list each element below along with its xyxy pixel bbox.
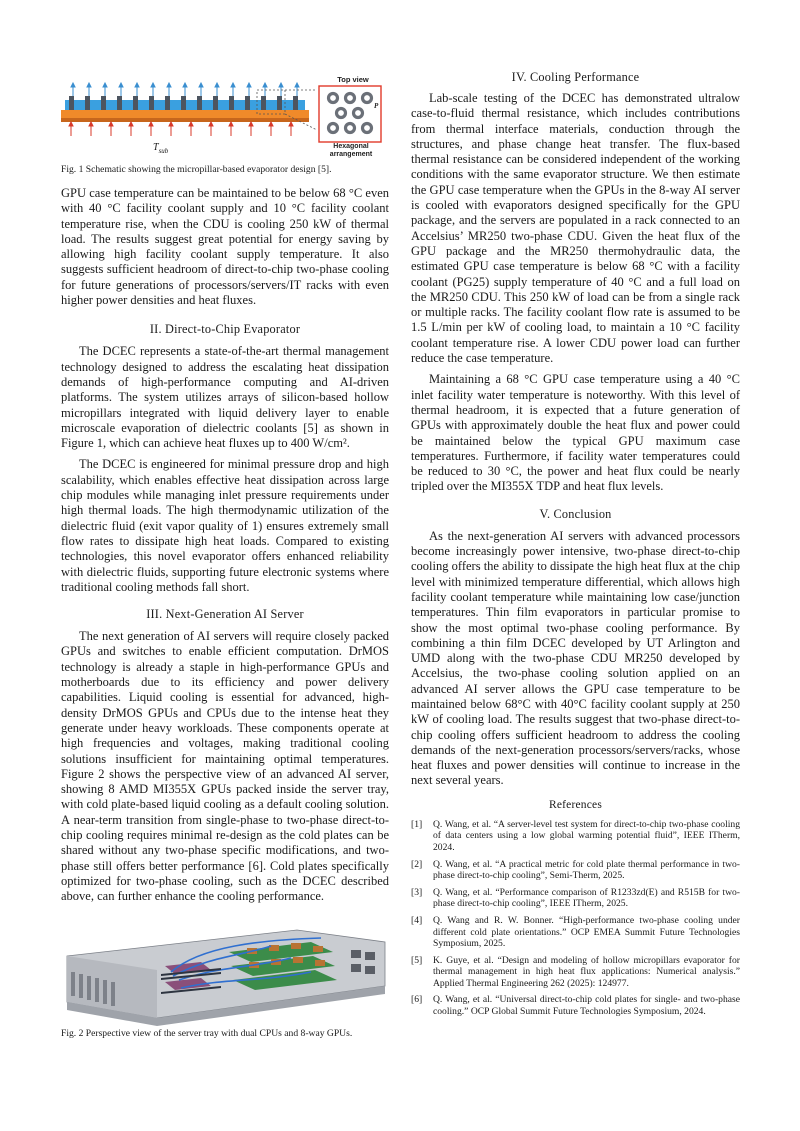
tsub-label: $T_{sub}$ [153, 142, 169, 155]
intro-paragraph: GPU case temperature can be maintained to be below 68 °C even with 40 °C facility coolant supply and 10 °C facility coolant temperature rise, when the CDU is cooling 250 kW of thermal load. The results suggest great potential for energy saving by allowing high facility coolant supply temperature. It also suggests sufficient headroom of direct-to-chip two-phase cooling for future generations of processors/servers/IT racks with even higher power densities and heat fluxes. [61, 186, 389, 308]
section-2-paragraph-1: The DCEC represents a state-of-the-art thermal management technology designed to address the escalating heat dissipation demands of high-performance computing and AI-driven platforms. The system utilizes arrays of silicon-based hollow micropillars integrated with liquid delivery layer to enable microscale evaporation of dielectric coolants [5] as shown in Figure 1, which can achieve heat fluxes up to 400 W/cm². [61, 344, 389, 451]
section-5-heading: V. Conclusion [539, 506, 612, 521]
micropillar-schematic [61, 70, 389, 162]
figure-1 [61, 70, 389, 162]
reference-item: [4] Q. Wang and R. W. Bonner. “High-performance two-phase cooling under different cold plate orientations.” OCP EMEA Summit Future Technologies Symposium, 2025. [411, 914, 740, 950]
section-3-heading: III. Next-Generation AI Server [146, 607, 304, 622]
reference-item: [2] Q. Wang, et al. “A practical metric for cold plate thermal performance in two-phase direct-to-chip cooling”, Semi-Therm, 2025. [411, 858, 740, 882]
hexagonal-arrangement-label: Hexagonal arrangement [329, 143, 373, 158]
reference-item: [1] Q. Wang, et al. “A server-level test system for direct-to-chip two-phase cooling of data centers using a low global warming potential fluid”, IEEE ITherm, 2024. [411, 818, 740, 853]
top-view-label: Top view [337, 75, 369, 84]
section-4-paragraph-2: Maintaining a 68 °C GPU case temperature using a 40 °C inlet facility water temperature is noteworthy. With this level of thermal headroom, it is expected that a future generation of GPUs with approximately double the heat flux and power could be maintained below the typical GPU maximum case temperatures. Furthermore, if facility water temperatures could be reduced to 30 °C, the power and heat flux could be nearly tripled over the MI355X TDP and heat flux levels. [411, 372, 740, 494]
pitch-label: P [374, 102, 379, 110]
server-tray-rendering [61, 916, 389, 1026]
section-4-paragraph-1: Lab-scale testing of the DCEC has demonstrated ultralow case-to-fluid thermal resistance, which includes contributions from thermal interface materials, conduction through the structures, and phase change heat transfer. The flux-based thermal resistance can be considered independent of the working conditions with the same evaporator structure. We then estimate the GPU case temperature when the GPUs in the 8-way AI server is cooled with evaporators designed specifically for the GPU package, and the servers are populated in a rack connected to an Accelsius’ MR250 two-phase CDU. Given the heat flux of the GPU package and the MR250 thermohydraulic data, the estimated GPU case temperature is below 68 °C with a facility coolant (PG25) supply temperature of 40 °C and a full load on the MR250 CDU. This 250 kW of load can be from a single rack or multiple racks. The facility coolant flow rate is assumed to be 1.5 L/min per kW of cooling load, to maintain a 10 °C facility coolant temperature rise. A lower CDU power load can further reduce the case temperature. [411, 91, 740, 366]
section-3-paragraph-1: The next generation of AI servers will require closely packed GPUs and switches to enable efficient computation. DrMOS technology is already a staple in high-performance GPUs and motherboards due to its efficiency and power delivery capabilities. Liquid cooling is essential for advanced, high-density DrMOS GPUs and CPUs due to the intense heat they generate under heavy workloads. These components operate at high frequencies and voltages, making traditional cooling solutions insufficient for maintaining optimal temperatures. Figure 2 shows the perspective view of an advanced AI server, showing 8 AMD MI355X GPUs packed inside the server tray, with cold plate-based liquid cooling as a default cooling solution. A near-term transition from single-phase to two-phase direct-to-chip cooling requires minimal re-design as the cold plates can be shared without any two-phase specific modifications, and two-phase still offers better performance [6]. Cold plates specifically optimized for two-phase cooling, such as the DCEC described above, can further enhance the cooling performance. [61, 629, 389, 904]
section-2-paragraph-2: The DCEC is engineered for minimal pressure drop and high scalability, which enables effective heat dissipation across large chip modules while managing inlet pressure requirements under high thermal loads. The high thermodynamic utilization of the dielectric fluid (exit vapor quality of 1) ensures extremely small flow rates to dissipate high heat loads. Compared to existing technologies, this novel evaporator offers enhanced reliability with dielectric fluids, supporting future electronic systems where traditional cooling methods fall short. [61, 457, 389, 594]
reference-item: [3] Q. Wang, et al. “Performance comparison of R1233zd(E) and R515B for two-phase direct-to-chip cooling”, IEEE ITherm, 2025. [411, 886, 740, 910]
left-column [61, 70, 389, 1040]
section-4-heading: IV. Cooling Performance [511, 70, 640, 84]
section-5-paragraph-1: As the next-generation AI servers with advanced processors become increasingly power intensive, two-phase direct-to-chip cooling offers the ability to dissipate the high heat flux at the chip level with minimized temperature differential, which allows high facility coolant temperature while maintaining low case/junction temperatures. Thin film evaporators in particular promise to show the most optimal two-phase cooling performance. By combining a thin film DCEC developed by UT Arlington and UMD along with the two-phase CDU MR250 developed by Accelsius, the two-phase cooling solution applied on an advanced AI server allows the GPU case temperature to be maintained below 68°C with 40°C facility coolant supply at 250 kW of cooling load. The results suggest that two-phase direct-to-chip cooling offers sufficient headroom to address the cooling demands of the next-generation processors/servers/racks, whose heat fluxes and power densities will continue to increase in the next several years. [411, 528, 740, 788]
reference-item: [5] K. Guye, et al. “Design and modeling of hollow micropillars evaporator for thermal management in high heat flux applications: Numerical analysis.” Applied Thermal Engineering 262 (2025): 124977. [411, 954, 740, 989]
section-2-heading: II. Direct-to-Chip Evaporator [149, 322, 301, 337]
references-list [411, 819, 740, 1018]
figure-2-caption: Fig. 2 Perspective view of the server tray with dual CPUs and 8-way GPUs. [61, 1028, 353, 1040]
references-heading: References [548, 798, 603, 811]
right-column [411, 70, 740, 1023]
reference-item: [6] Q. Wang, et al. “Universal direct-to-chip cold plates for single- and two-phase cooling.” OCP Global Summit Future Technologies Symposium, 2024. [411, 994, 740, 1018]
figure-2 [61, 916, 389, 1026]
figure-1-caption: Fig. 1 Schematic showing the micropillar-based evaporator design [5]. [61, 164, 332, 175]
